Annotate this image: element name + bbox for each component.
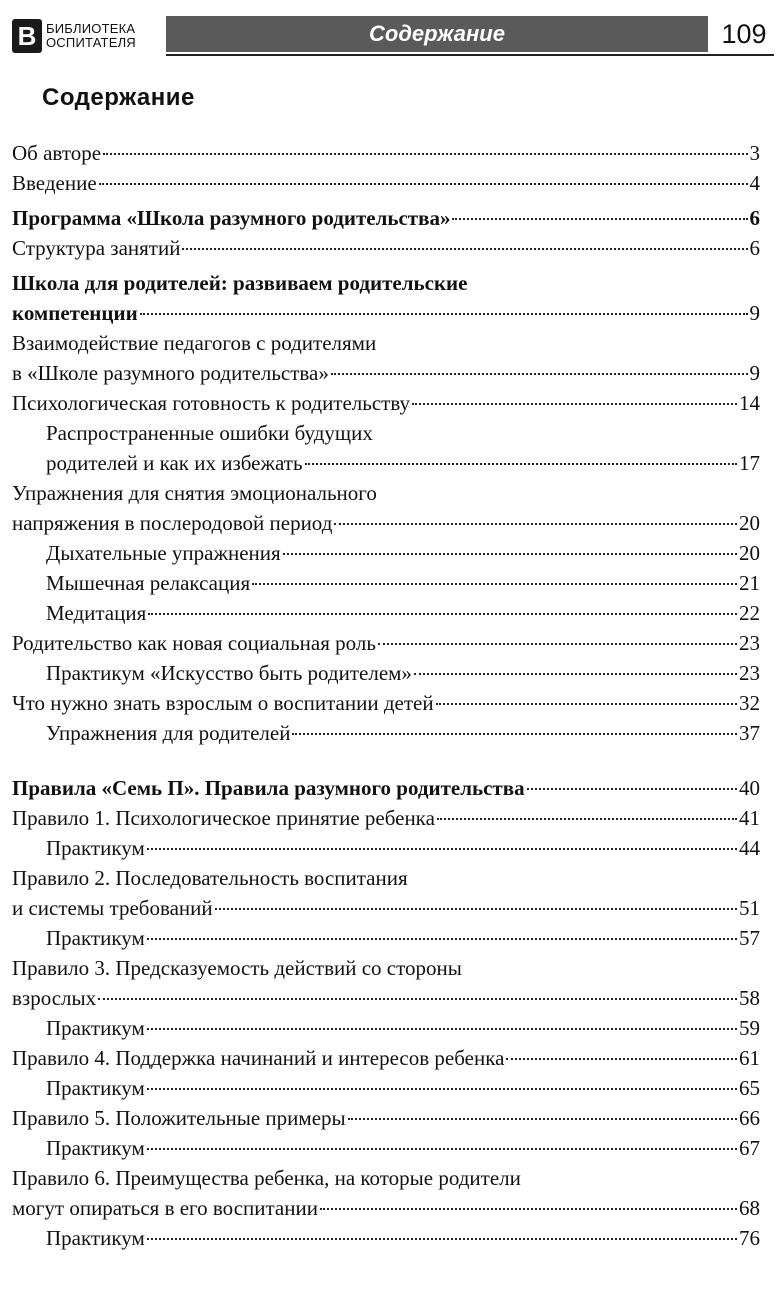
toc-entry[interactable] (12, 1073, 760, 1103)
toc-entry[interactable] (12, 328, 760, 388)
toc-entry-title: Практикум (46, 1226, 145, 1250)
toc-entry-title-line1: Распространенные ошибки будущих (46, 421, 373, 445)
leader-dots (147, 1088, 737, 1090)
toc-entry-page: 67 (739, 1136, 760, 1160)
leader-dots (147, 1148, 737, 1150)
toc-entry[interactable] (12, 388, 760, 418)
toc-entry-title: компетенции (12, 301, 138, 325)
toc-entry-title-line1: Упражнения для снятия эмоционального (12, 481, 377, 505)
toc-entry-page: 57 (739, 926, 760, 950)
table-of-contents (12, 138, 760, 1253)
toc-entry[interactable] (12, 863, 760, 923)
leader-dots (437, 818, 737, 820)
toc-entry-title: в «Школе разумного родительства» (12, 361, 329, 385)
toc-entry-title: Правило 1. Психологическое принятие ребенка (12, 806, 435, 830)
toc-entry[interactable] (12, 833, 760, 863)
toc-entry[interactable] (12, 1103, 760, 1133)
toc-entry-page: 41 (739, 806, 760, 830)
toc-entry[interactable] (12, 1163, 760, 1223)
toc-entry[interactable] (12, 1043, 760, 1073)
toc-entry-page: 44 (739, 836, 760, 860)
leader-dots (147, 848, 737, 850)
toc-entry-title: Структура занятий (12, 236, 181, 260)
leader-dots (320, 1208, 737, 1210)
toc-entry[interactable] (12, 803, 760, 833)
toc-entry-title: Что нужно знать взрослым о воспитании детей (12, 691, 434, 715)
toc-entry-title: Практикум (46, 1016, 145, 1040)
toc-entry[interactable] (12, 953, 760, 1013)
toc-entry-page: 20 (739, 511, 760, 535)
toc-entry-title: Практикум (46, 926, 145, 950)
toc-entry-page: 4 (749, 171, 760, 195)
toc-entry[interactable] (12, 478, 760, 538)
toc-entry-title: Медитация (46, 601, 147, 625)
toc-entry-page: 22 (739, 601, 760, 625)
leader-dots (348, 1118, 737, 1120)
toc-entry[interactable] (12, 203, 760, 233)
section-banner: Содержание (166, 16, 708, 52)
toc-entry-title: родителей и как их избежать (46, 451, 303, 475)
toc-entry[interactable] (12, 268, 760, 328)
leader-dots (412, 403, 737, 405)
toc-entry-page: 14 (739, 391, 760, 415)
toc-entry-title: Введение (12, 171, 97, 195)
logo-letter: В (12, 19, 42, 53)
toc-entry-title: Мышечная релаксация (46, 571, 251, 595)
toc-entry[interactable] (12, 1133, 760, 1163)
logo-text (46, 22, 136, 50)
toc-entry-page: 9 (749, 361, 760, 385)
toc-entry[interactable] (12, 1223, 760, 1253)
toc-entry-page: 6 (749, 206, 760, 230)
toc-entry-title: Практикум (46, 1136, 145, 1160)
toc-entry-title: Психологическая готовность к родительству (12, 391, 411, 415)
toc-entry-title: взрослых (12, 986, 97, 1010)
toc-entry-page: 21 (739, 571, 760, 595)
toc-entry-page: 6 (749, 236, 760, 260)
toc-entry[interactable] (12, 658, 760, 688)
toc-entry-title: Практикум (46, 836, 145, 860)
leader-dots (331, 373, 748, 375)
toc-entry-title-line1: Взаимодействие педагогов с родителями (12, 331, 377, 355)
toc-entry-title: Родительство как новая социальная роль (12, 631, 376, 655)
header-rule (166, 54, 774, 56)
leader-dots (98, 998, 737, 1000)
toc-entry-title: Упражнения для родителей (46, 721, 291, 745)
toc-entry[interactable] (12, 138, 760, 168)
toc-entry-title: Дыхательные упражнения (46, 541, 281, 565)
leader-dots (140, 313, 748, 315)
leader-dots (148, 613, 737, 615)
toc-entry[interactable] (12, 773, 760, 803)
toc-entry-title: Об авторе (12, 141, 102, 165)
leader-dots (147, 1238, 737, 1240)
page-title: Содержание (42, 84, 195, 111)
toc-entry-title: Программа «Школа разумного родительства» (12, 206, 451, 230)
logo-line-1: БИБЛИОТЕКА (46, 21, 136, 36)
toc-entry-page: 68 (739, 1196, 760, 1220)
toc-entry[interactable] (12, 628, 760, 658)
toc-entry-page: 23 (739, 631, 760, 655)
toc-entry-title: напряжения в послеродовой период (12, 511, 333, 535)
toc-entry-page: 40 (739, 776, 760, 800)
toc-entry[interactable] (12, 568, 760, 598)
toc-entry-page: 3 (749, 141, 760, 165)
leader-dots (378, 643, 737, 645)
toc-entry-title: Практикум «Искусство быть родителем» (46, 661, 412, 685)
toc-entry-title-line1: Правило 2. Последовательность воспитания (12, 866, 408, 890)
toc-entry-title: и системы требований (12, 896, 213, 920)
leader-dots (103, 153, 747, 155)
toc-entry[interactable] (12, 418, 760, 478)
toc-entry-title-line1: Правило 6. Преимущества ребенка, на которые родители (12, 1166, 521, 1190)
leader-dots (414, 673, 737, 675)
toc-entry-title-line1: Правило 3. Предсказуемость действий со стороны (12, 956, 462, 980)
leader-dots (527, 788, 737, 790)
toc-entry-page: 76 (739, 1226, 760, 1250)
leader-dots (292, 733, 737, 735)
toc-entry-title: Практикум (46, 1076, 145, 1100)
toc-entry-page: 23 (739, 661, 760, 685)
leader-dots (305, 463, 737, 465)
toc-entry-title-line1: Школа для родителей: развиваем родительские (12, 271, 468, 295)
toc-entry[interactable] (12, 168, 760, 198)
leader-dots (506, 1058, 737, 1060)
leader-dots (452, 218, 747, 220)
toc-entry-page: 59 (739, 1016, 760, 1040)
toc-entry[interactable] (12, 233, 760, 263)
logo-line-2: ОСПИТАТЕЛЯ (46, 35, 136, 50)
toc-entry-page: 58 (739, 986, 760, 1010)
toc-entry-page: 51 (739, 896, 760, 920)
leader-dots (99, 183, 748, 185)
toc-entry[interactable] (12, 688, 760, 718)
leader-dots (182, 248, 747, 250)
toc-entry-page: 61 (739, 1046, 760, 1070)
toc-entry-page: 9 (749, 301, 760, 325)
leader-dots (215, 908, 737, 910)
toc-entry-title: могут опираться в его воспитании (12, 1196, 318, 1220)
toc-entry[interactable] (12, 923, 760, 953)
leader-dots (252, 583, 737, 585)
page-number: 109 (721, 18, 767, 49)
toc-entry-title: Правило 4. Поддержка начинаний и интересов ребенка (12, 1046, 505, 1070)
toc-entry-title: Правило 5. Положительные примеры (12, 1106, 346, 1130)
toc-entry[interactable] (12, 718, 760, 748)
toc-entry-title: Правила «Семь П». Правила разумного родительства (12, 776, 525, 800)
leader-dots (147, 938, 737, 940)
toc-entry[interactable] (12, 598, 760, 628)
leader-dots (147, 1028, 737, 1030)
series-logo (8, 14, 166, 58)
toc-entry-page: 17 (739, 451, 760, 475)
toc-entry-page: 66 (739, 1106, 760, 1130)
leader-dots (334, 523, 737, 525)
toc-entry-page: 65 (739, 1076, 760, 1100)
toc-entry-page: 37 (739, 721, 760, 745)
leader-dots (436, 703, 737, 705)
leader-dots (283, 553, 737, 555)
toc-entry-page: 20 (739, 541, 760, 565)
toc-entry-page: 32 (739, 691, 760, 715)
running-header (8, 14, 774, 58)
toc-entry[interactable] (12, 1013, 760, 1043)
toc-entry[interactable] (12, 538, 760, 568)
